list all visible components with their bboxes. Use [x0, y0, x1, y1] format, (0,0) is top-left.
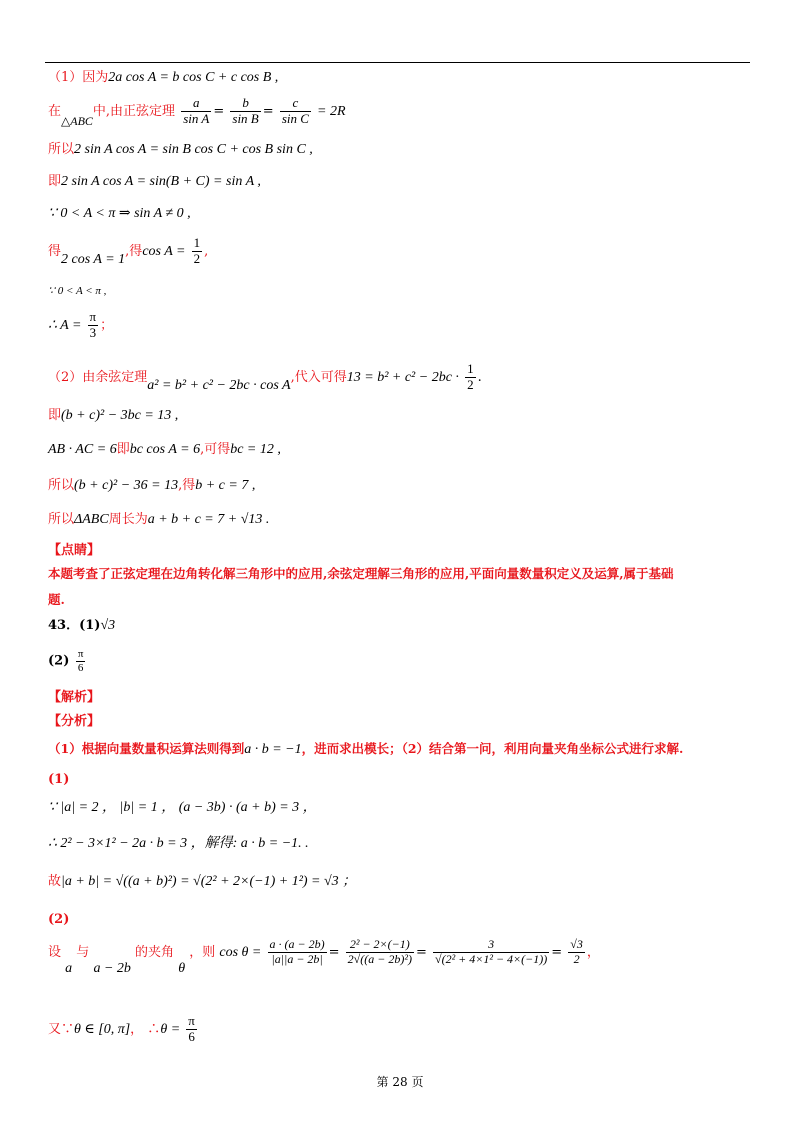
- p1-line3: 所以2 sin A cos A = sin B cos C + cos B sin C ,: [48, 142, 313, 157]
- p2-line3: AB · AC = 6即bc cos A = 6,可得bc = 12 ,: [48, 442, 281, 457]
- analysis-text: （1）根据向量数量积运算法则得到a · b = −1，进而求出模长；（2）结合第一问，利用向量夹角坐标公式进行求解.: [48, 741, 684, 757]
- frac-pi-3: $\frac{\pi}{3}$: [89, 309, 97, 340]
- p43-1-line1: ∵ |a| = 2 ， |b| = 1 ， (a − 3b) · (a + b) = 3 ，: [48, 800, 317, 815]
- p1-line8: ∴ A = $\frac{\pi}{3}$ ；: [48, 309, 114, 340]
- p1-line4: 即2 sin A cos A = sin(B + C) = sin A ,: [48, 174, 261, 189]
- frac-a-sinA: $\frac{a}{\text{sin A}}$: [183, 95, 210, 126]
- p2-line2: 即(b + c)² − 3bc = 13 ,: [48, 408, 179, 423]
- q43-ans2: (2) $\frac{\pi}{6}$: [48, 648, 84, 674]
- jiexi-heading: 【解析】: [48, 690, 101, 705]
- p1-line2: 在△ABC中,由正弦定理 $\frac{a}{\text{sin A}}$ = $\frac{b}{\text{sin B}}$ = $\frac{c}{\text{sin C}}$ = 2R: [48, 95, 346, 128]
- p43-1-label: (1): [48, 772, 70, 787]
- p43-1-line3: 故|a + b| = √((a + b)²) = √(2² + 2×(−1) + 1²) = √3 ；: [48, 874, 357, 889]
- frac-c-sinC: $\frac{c}{\text{sin C}}$: [281, 95, 309, 126]
- q43-number: 43．(1)√3: [48, 618, 116, 633]
- p1-line5: ∵ 0 < A < π ⇒ sin A ≠ 0 ,: [48, 206, 191, 221]
- p2-line1: （2）由余弦定理a² = b² + c² − 2bc · cos A,代入可得13 = b² + c² − 2bc · $\frac{1}{2}$ .: [48, 361, 482, 393]
- frac-1-2: $\frac{1}{2}$: [193, 235, 201, 266]
- fenxi-heading: 【分析】: [48, 714, 101, 729]
- frac-cos-2: $\frac{\text{2² − 2×(−1)}}{\text{2√((a − 2b)²)}}$: [347, 937, 412, 966]
- p43-2-line2: 又∵θ ∈ [0, π]， ∴θ = $\frac{\pi}{6}$: [48, 1013, 195, 1044]
- frac-pi-6b: $\frac{\pi}{6}$: [188, 1013, 195, 1044]
- comment-body-2: 题.: [48, 592, 65, 607]
- page-number: 第 28 页: [376, 1075, 424, 1089]
- p43-1-line2: ∴ 2² − 3×1² − 2a · b = 3 ，解得: a · b = −1. .: [48, 836, 309, 851]
- frac-pi-6: $\frac{\pi}{6}$: [77, 648, 84, 674]
- p43-2-line1: 设 a 与 a − 2b 的夹角 θ ，则 cos θ = $\frac{a \cdot (a - 2b)}{|a||a - 2b|}$ = $\frac{\text{2² − 2×(−1)}}{\text{2√((a − 2b)²)}}$ = $\frac{3}{\text{√(2² + 4×1² − 4×(−1))}}$ = $\frac{√3}{2}$ ，: [48, 937, 600, 976]
- comment-body-1: 本题考查了正弦定理在边角转化解三角形中的应用,余弦定理解三角形的应用,平面向量数量积定义及运算,属于基础: [48, 566, 674, 581]
- frac-cos-1: $\frac{a \cdot (a - 2b)}{|a||a - 2b|}$: [269, 937, 325, 966]
- frac-cos-3: $\frac{3}{\text{√(2² + 4×1² − 4×(−1))}}$: [434, 937, 548, 966]
- p43-2-label: (2): [48, 912, 70, 927]
- comment-heading: 【点睛】: [48, 543, 101, 558]
- p1-line6: 得2 cos A = 1,得cos A = $\frac{1}{2}$ ,: [48, 235, 209, 267]
- p2-line5: 所以ΔABC周长为a + b + c = 7 + √13 .: [48, 512, 270, 527]
- frac-1-2b: $\frac{1}{2}$: [467, 361, 474, 392]
- frac-b-sinB: $\frac{b}{\text{sin B}}$: [232, 95, 259, 126]
- p2-line4: 所以(b + c)² − 36 = 13,得b + c = 7 ,: [48, 478, 256, 493]
- top-rule: [45, 62, 750, 63]
- frac-cos-4: $\frac{√3}{2}$: [570, 937, 583, 966]
- p1-line1: （1）因为2a cos A = b cos C + c cos B ,: [48, 70, 279, 85]
- p1-line7: ∵ 0 < A < π ,: [48, 285, 107, 297]
